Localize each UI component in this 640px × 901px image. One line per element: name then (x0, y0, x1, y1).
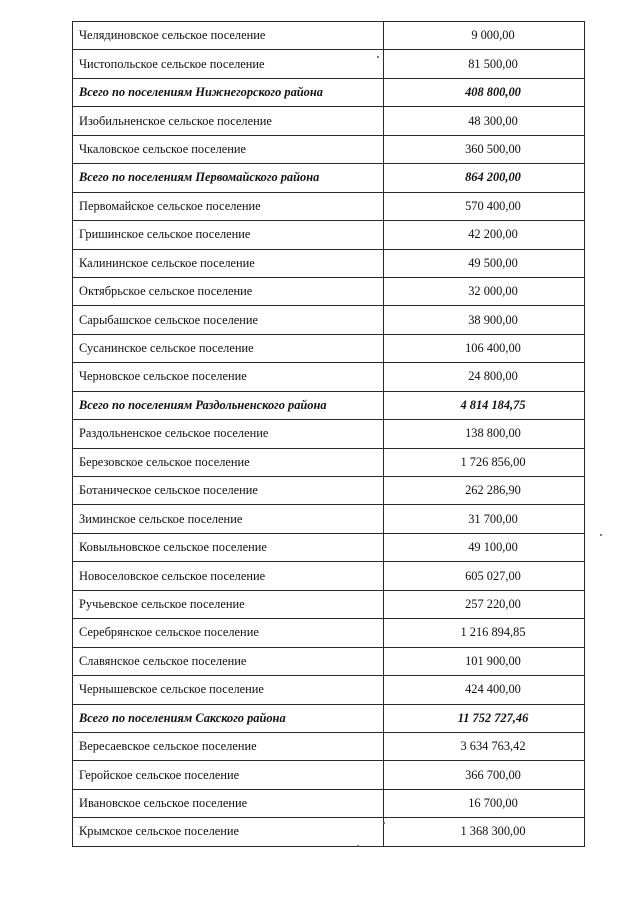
settlement-name: Чернышевское сельское поселение (73, 676, 384, 704)
table-row (73, 221, 585, 249)
table-row (73, 22, 585, 50)
settlement-amount: 605 027,00 (384, 562, 585, 590)
settlement-amount: 32 000,00 (384, 277, 585, 305)
settlement-amount: 24 800,00 (384, 363, 585, 391)
table-row (73, 732, 585, 760)
district-total-amount: 11 752 727,46 (384, 704, 585, 732)
settlement-amount: 570 400,00 (384, 192, 585, 220)
table-total-row (73, 391, 585, 419)
table-row (73, 192, 585, 220)
settlement-name: Челядиновское сельское поселение (73, 22, 384, 50)
table-row (73, 363, 585, 391)
district-total-amount: 4 814 184,75 (384, 391, 585, 419)
table-row (73, 647, 585, 675)
settlement-amount: 1 216 894,85 (384, 619, 585, 647)
table-row (73, 533, 585, 561)
table-row (73, 277, 585, 305)
settlement-amount: 31 700,00 (384, 505, 585, 533)
settlement-amount: 38 900,00 (384, 306, 585, 334)
settlement-name: Октябрьское сельское поселение (73, 277, 384, 305)
settlement-name: Ивановское сельское поселение (73, 789, 384, 817)
settlement-amount: 48 300,00 (384, 107, 585, 135)
settlement-amount: 1 368 300,00 (384, 818, 585, 846)
settlement-name: Гришинское сельское поселение (73, 221, 384, 249)
table-row (73, 107, 585, 135)
settlement-amount: 3 634 763,42 (384, 732, 585, 760)
table-row (73, 334, 585, 362)
table-row (73, 135, 585, 163)
district-total-amount: 408 800,00 (384, 78, 585, 106)
settlement-name: Ручьевское сельское поселение (73, 590, 384, 618)
settlement-name: Березовское сельское поселение (73, 448, 384, 476)
settlement-amount: 42 200,00 (384, 221, 585, 249)
settlement-amount: 81 500,00 (384, 50, 585, 78)
settlement-name: Зиминское сельское поселение (73, 505, 384, 533)
table-row (73, 505, 585, 533)
scan-speck (377, 56, 379, 58)
table-body (73, 22, 585, 847)
table-row (73, 590, 585, 618)
settlement-amount: 1 726 856,00 (384, 448, 585, 476)
settlement-name: Первомайское сельское поселение (73, 192, 384, 220)
table-row (73, 619, 585, 647)
table-row (73, 448, 585, 476)
settlement-name: Ботаническое сельское поселение (73, 477, 384, 505)
table-row (73, 562, 585, 590)
settlement-amount: 262 286,90 (384, 477, 585, 505)
settlement-name: Чкаловское сельское поселение (73, 135, 384, 163)
table-total-row (73, 78, 585, 106)
settlement-name: Раздольненское сельское поселение (73, 420, 384, 448)
district-total-label: Всего по поселениям Нижнегорского района (73, 78, 384, 106)
settlements-budget-table (72, 21, 585, 847)
settlement-name: Чистопольское сельское поселение (73, 50, 384, 78)
district-total-label: Всего по поселениям Первомайского района (73, 164, 384, 192)
settlement-amount: 16 700,00 (384, 789, 585, 817)
settlement-name: Славянское сельское поселение (73, 647, 384, 675)
settlement-amount: 106 400,00 (384, 334, 585, 362)
settlement-name: Геройское сельское поселение (73, 761, 384, 789)
settlement-name: Крымское сельское поселение (73, 818, 384, 846)
district-total-amount: 864 200,00 (384, 164, 585, 192)
district-total-label: Всего по поселениям Сакского района (73, 704, 384, 732)
table-row (73, 306, 585, 334)
table-row (73, 761, 585, 789)
settlement-amount: 49 500,00 (384, 249, 585, 277)
district-total-label: Всего по поселениям Раздольненского района (73, 391, 384, 419)
table-row (73, 676, 585, 704)
scan-speck (600, 534, 602, 536)
settlement-name: Сарыбашское сельское поселение (73, 306, 384, 334)
settlement-name: Изобильненское сельское поселение (73, 107, 384, 135)
settlement-name: Черновское сельское поселение (73, 363, 384, 391)
table-total-row (73, 164, 585, 192)
table-row (73, 477, 585, 505)
table-row (73, 818, 585, 846)
settlement-amount: 101 900,00 (384, 647, 585, 675)
settlement-amount: 366 700,00 (384, 761, 585, 789)
settlement-amount: 424 400,00 (384, 676, 585, 704)
settlement-name: Вересаевское сельское поселение (73, 732, 384, 760)
settlement-name: Калининское сельское поселение (73, 249, 384, 277)
settlement-amount: 360 500,00 (384, 135, 585, 163)
scan-speck (357, 845, 359, 847)
table-row (73, 50, 585, 78)
settlement-amount: 257 220,00 (384, 590, 585, 618)
table-row (73, 249, 585, 277)
settlement-name: Серебрянское сельское поселение (73, 619, 384, 647)
table-row (73, 789, 585, 817)
scan-speck (383, 822, 385, 824)
table-row (73, 420, 585, 448)
settlement-name: Сусанинское сельское поселение (73, 334, 384, 362)
settlement-name: Новоселовское сельское поселение (73, 562, 384, 590)
settlement-name: Ковыльновское сельское поселение (73, 533, 384, 561)
settlement-amount: 9 000,00 (384, 22, 585, 50)
settlement-amount: 138 800,00 (384, 420, 585, 448)
settlement-amount: 49 100,00 (384, 533, 585, 561)
table-total-row (73, 704, 585, 732)
